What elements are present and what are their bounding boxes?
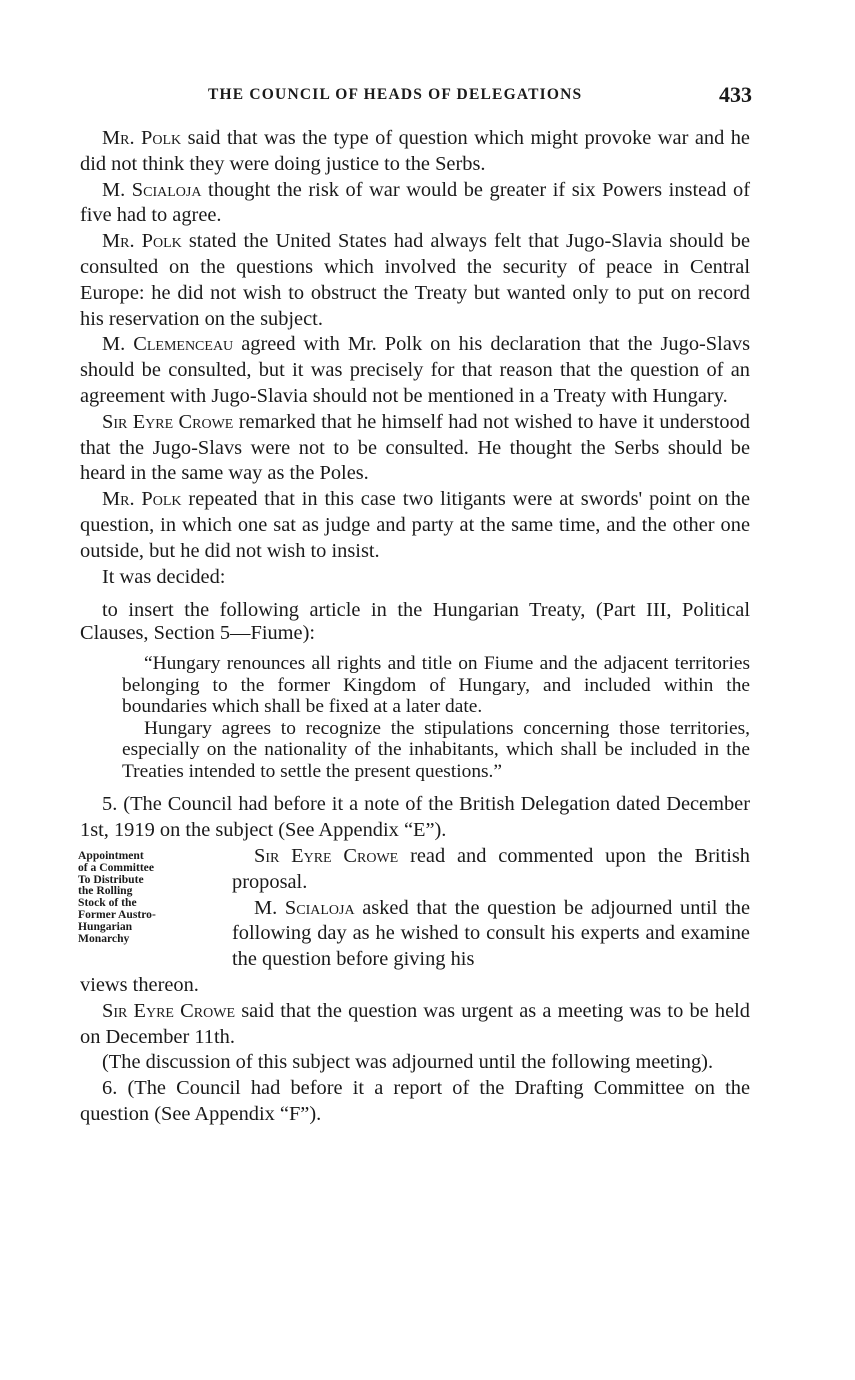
margin-note-line: the Rolling: [78, 884, 133, 898]
speaker-name: Mr. Polk: [102, 127, 182, 149]
paragraph-text: said that the question was urgent as a meeting was to be held on December 11th.: [80, 999, 750, 1048]
paragraph: [80, 999, 750, 1051]
margin-note-line: To Distribute: [78, 872, 144, 886]
paragraph-continuation: views thereon.: [80, 973, 199, 996]
margin-note: [78, 850, 218, 944]
paragraph-text: stated the United States had always felt that Jugo-Slavia should be consulted on the questions which involved the security of peace in Central Europe: he did not wish to obstruct the Treaty but wanted only to put on record his reservation on the subject.: [80, 230, 751, 330]
speaker-name: M. Scialoja: [254, 896, 355, 919]
treaty-article-quote: [122, 653, 750, 782]
paragraph: [80, 178, 750, 230]
margin-note-line: Hungarian: [78, 919, 133, 933]
speaker-name: M. Scialoja: [102, 178, 202, 201]
page-number: 433: [719, 82, 752, 107]
speaker-name: Sir Eyre Crowe: [254, 844, 399, 867]
paragraph-text: agreed with Mr. Polk on his declaration that the Jugo-Slavs should be consulted, but it was precisely for that reason that the question of an agreement with Jugo-Slavia should not be mentioned in a Treaty with Hungary.: [80, 333, 750, 407]
paragraph: [80, 410, 750, 487]
paragraph: (The discussion of this subject was adjourned until the following meeting).: [102, 1051, 714, 1074]
paragraph-text: repeated that in this case two litigants were at swords' point on the question, in which one sat as judge and party at the same time, and the other one outside, but he did not wish to insist.: [80, 488, 751, 562]
margin-note-line: Stock of the: [78, 896, 137, 910]
item-5-intro: 5. (The Council had before it a note of the British Delegation dated December 1st, 1919 on the subject (See Appendix “E”).: [80, 793, 750, 842]
page-header: [80, 82, 752, 110]
margin-note-line: Monarchy: [78, 931, 130, 945]
item-5-block: [80, 844, 750, 973]
margin-note-line: of a Committee: [78, 860, 154, 874]
margin-note-line: Former Austro-: [78, 907, 156, 921]
paragraph: [80, 126, 750, 178]
paragraph: [80, 487, 750, 564]
speaker-name: Mr. Polk: [102, 488, 182, 511]
item-6: 6. (The Council had before it a report of the Drafting Committee on the question (See Appendix “F”).: [80, 1077, 750, 1125]
running-head: THE COUNCIL OF HEADS OF DELEGATIONS: [208, 86, 583, 103]
page-body: [80, 126, 750, 1128]
decision-line: It was decided:: [102, 565, 226, 588]
paragraph-text: remarked that he himself had not wished to have it understood that the Jugo-Slavs were not to be consulted. He thought the Serbs should be heard in the same way as the Poles.: [80, 410, 750, 485]
paragraph-text: read and commented upon the British proposal.: [232, 844, 750, 893]
paragraph-text: thought the risk of war would be greater if six Powers instead of five had to agree.: [80, 178, 750, 227]
quote-paragraph: “Hungary renounces all rights and title on Fiume and the adjacent territories belonging to the former Kingdom of Hungary, and included within the boundaries which shall be fixed at a later date.: [122, 653, 750, 718]
paragraph-text: said that was the type of question which might provoke war and he did not think they were doing justice to the Serbs.: [80, 127, 750, 175]
quote-paragraph: Hungary agrees to recognize the stipulations concerning those territories, especially on the nationality of the inhabitants, which shall be included in the Treaties intended to settle the present questions.”: [122, 717, 750, 782]
paragraph: [80, 229, 750, 332]
speaker-name: Sir Eyre Crowe: [102, 999, 235, 1022]
decision-text: to insert the following article in the Hungarian Treaty, (Part III, Political Clauses, Section 5—Fiume):: [80, 599, 750, 645]
speaker-name: Mr. Polk: [102, 230, 182, 253]
margin-note-line: Appointment: [78, 848, 144, 862]
speaker-name: Sir Eyre Crowe: [102, 410, 234, 433]
speaker-name: M. Clemenceau: [102, 333, 234, 356]
paragraph: [80, 332, 750, 409]
paragraph-text: asked that the question be adjourned until the following day as he wished to consult his experts and examine the question before giving his: [232, 896, 751, 971]
